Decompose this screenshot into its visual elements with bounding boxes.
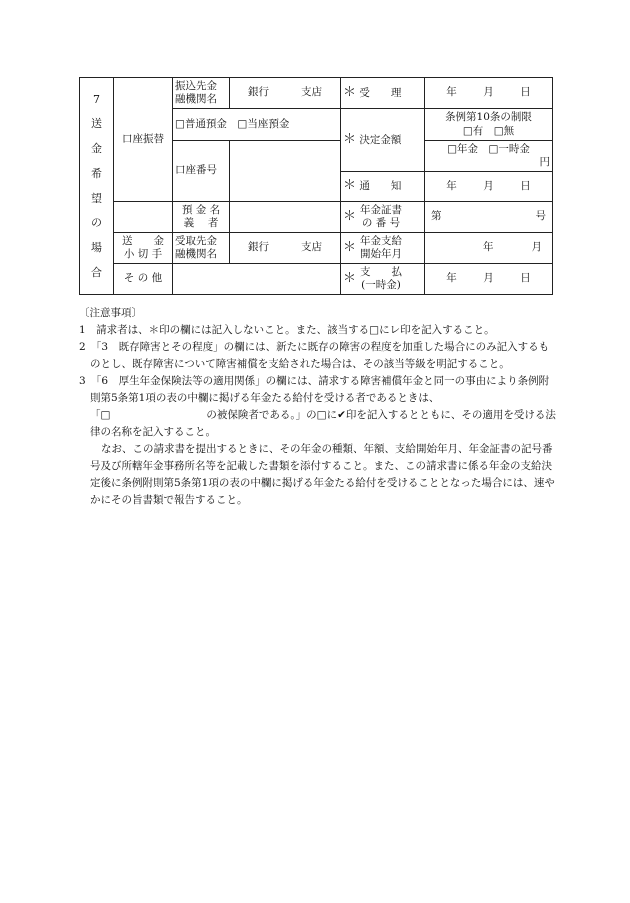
notice-date-field[interactable]: 年 月 日 bbox=[425, 172, 553, 202]
account-transfer-label: 口座振替 bbox=[114, 78, 173, 202]
deposit-type-field[interactable]: □普通預金 □当座預金 bbox=[173, 109, 341, 141]
pension-type-field[interactable]: □年金 □一時金 円 bbox=[425, 141, 553, 172]
limit-restriction-field[interactable]: 条例第10条の制限 □有 □無 bbox=[425, 109, 553, 141]
note-3: 3 「6 厚生年金保険法等の適用関係」の欄には、請求する障害補償年金と同一の事由により条例附則第5条第1項の表の中欄に掲げる年金たる給付を受ける者であるときは、 bbox=[79, 375, 550, 404]
note-2: 2 「3 既存障害とその程度」の欄には、新たに既存の障害の程度を加重した場合にのみ記入するものとし、既存障害について障害補償を支給された場合は、その該当等級を明記すること。 bbox=[79, 341, 550, 370]
receipt-date-field[interactable]: 年 月 日 bbox=[425, 78, 553, 109]
account-holder-label: 預 金 名 義 者 bbox=[173, 202, 230, 233]
certificate-number-field[interactable]: 第 号 bbox=[425, 202, 553, 233]
remittance-table bbox=[79, 77, 553, 295]
check-mark-icon: ✔ bbox=[337, 409, 346, 421]
decided-amount-label: ＊ 決定金額 bbox=[341, 109, 425, 172]
account-number-field[interactable] bbox=[230, 141, 341, 202]
note-3-cont: 「□ の被保険者である。」の□に✔印を記入するとともに、その適用を受ける法律の名称を記入すること。 bbox=[90, 409, 556, 438]
notes-heading: 〔注意事項〕 bbox=[79, 307, 142, 319]
payment-label: ＊ 支 払 (一時金) bbox=[341, 264, 425, 295]
receipt-label: ＊ 受 理 bbox=[341, 78, 425, 109]
notice-label: ＊ 通 知 bbox=[341, 172, 425, 202]
note-4: なお、この請求書を提出するときに、その年金の種類、年額、支給開始年月、年金証書の記号番号及び所轄年金事務所名等を記載した書類を添付すること。また、この請求書に係る年金の支給決定後に条例附則第5条第1項の表の中欄に掲げる年金たる給付を受けることとなった場合には、速やかにその旨書類で報告すること。 bbox=[90, 443, 555, 506]
account-number-label: 口座番号 bbox=[173, 141, 230, 202]
note-1: 1 請求者は、＊印の欄には記入しないこと。また、該当する□にレ印を記入すること。 bbox=[79, 324, 495, 336]
payment-date-field[interactable]: 年 月 日 bbox=[425, 264, 553, 295]
transfer-bank-field[interactable]: 銀行 支店 bbox=[230, 78, 341, 109]
start-month-label: ＊ 年金支給 開始年月 bbox=[341, 233, 425, 264]
other-field[interactable] bbox=[173, 264, 341, 295]
notes-section bbox=[79, 305, 557, 509]
receiving-bank-field[interactable]: 銀行 支店 bbox=[230, 233, 341, 264]
account-holder-field[interactable] bbox=[230, 202, 341, 233]
remittance-check-label: 送 金 小 切 手 bbox=[114, 233, 173, 264]
transfer-bank-label: 振込先金融機関名 bbox=[173, 78, 230, 109]
certificate-number-label: ＊ 年金証書 の 番 号 bbox=[341, 202, 425, 233]
section-label: 7 送 金 希 望 の 場 合 bbox=[80, 78, 114, 295]
start-month-field[interactable]: 年 月 bbox=[425, 233, 553, 264]
receiving-bank-label: 受取先金融機関名 bbox=[173, 233, 230, 264]
other-label: そ の 他 bbox=[114, 264, 173, 295]
